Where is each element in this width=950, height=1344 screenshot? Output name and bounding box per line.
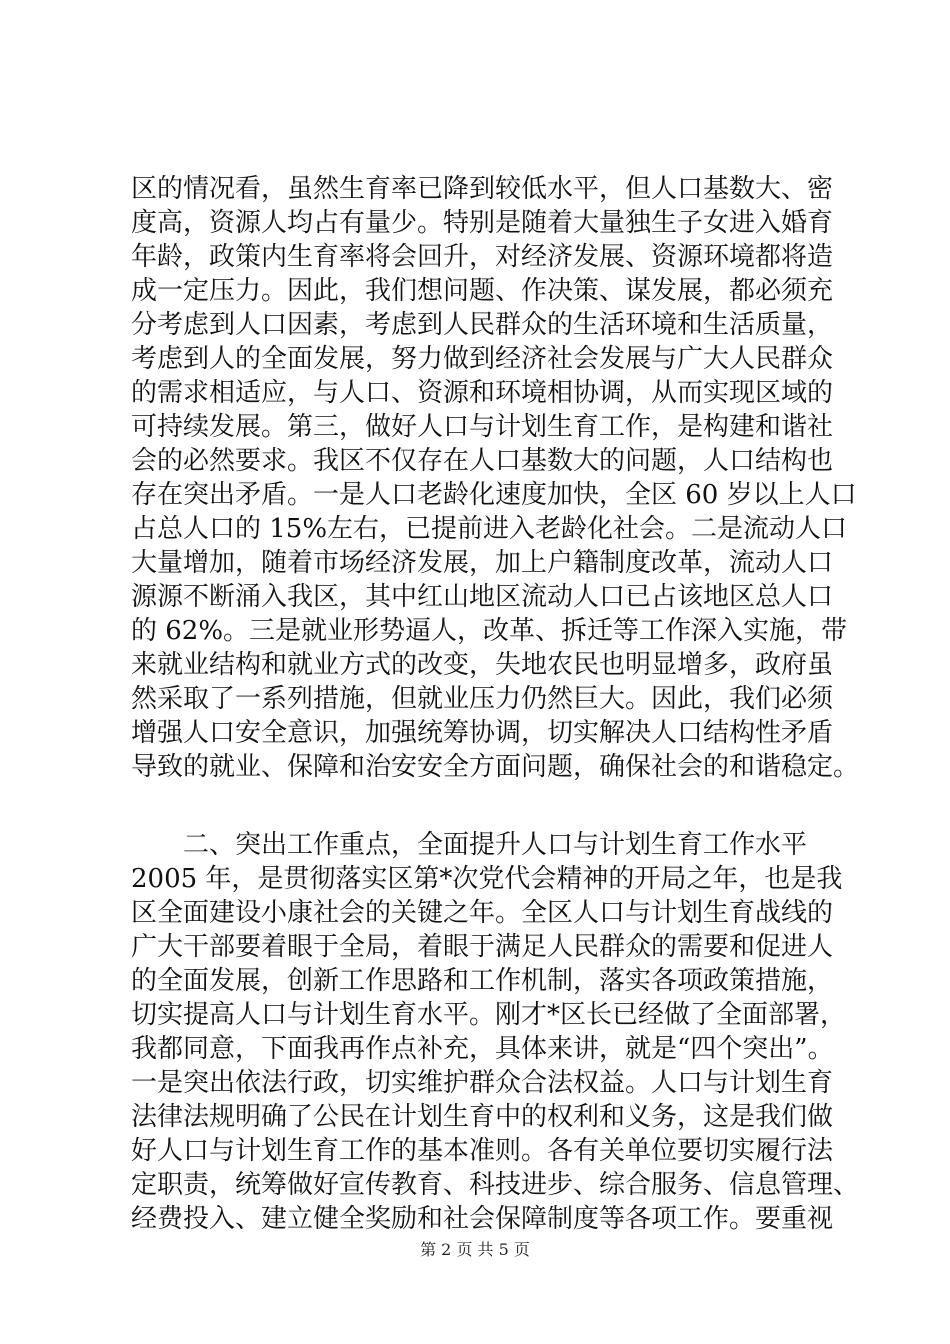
body-line: 考虑到人的全面发展，努力做到经济社会发展与广大人民群众 [131, 344, 834, 374]
body-line: 分考虑到人口因素，考虑到人民群众的生活环境和生活质量， [131, 310, 834, 340]
body-line: 法律法规明确了公民在计划生育中的权利和义务，这是我们做 [131, 1102, 834, 1132]
body-line: 来就业结构和就业方式的改变，失地农民也明显增多，政府虽 [131, 650, 834, 680]
body-line: 一是突出依法行政，切实维护群众合法权益。人口与计划生育 [131, 1068, 834, 1098]
section-heading: 二、突出工作重点，全面提升人口与计划生育工作水平 [131, 830, 808, 860]
body-line: 我都同意，下面我再作点补充，具体来讲，就是“四个突出”。 [131, 1034, 834, 1064]
body-line: 定职责，统筹做好宣传教育、科技进步、综合服务、信息管理、 [131, 1170, 860, 1200]
body-line: 的需求相适应，与人口、资源和环境相协调，从而实现区域的 [131, 378, 834, 408]
body-line: 的 62%。三是就业形势逼人，改革、拆迁等工作深入实施，带 [131, 616, 848, 646]
body-line: 存在突出矛盾。一是人口老龄化速度加快，全区 60 岁以上人口 [131, 480, 857, 510]
body-line: 会的必然要求。我区不仅存在人口基数大的问题，人口结构也 [131, 446, 834, 476]
body-line: 区的情况看，虽然生育率已降到较低水平，但人口基数大、密 [131, 174, 834, 204]
body-line: 的全面发展，创新工作思路和工作机制，落实各项政策措施， [131, 966, 834, 996]
body-line: 切实提高人口与计划生育水平。刚才*区长已经做了全面部署， [131, 1000, 847, 1030]
body-line: 2005 年，是贯彻落实区第*次党代会精神的开局之年，也是我 [131, 864, 843, 894]
body-line: 增强人口安全意识，加强统筹协调，切实解决人口结构性矛盾 [131, 718, 834, 748]
body-line: 然采取了一系列措施，但就业压力仍然巨大。因此，我们必须 [131, 684, 834, 714]
body-line: 度高，资源人均占有量少。特别是随着大量独生子女进入婚育 [131, 208, 834, 238]
body-line: 成一定压力。因此，我们想问题、作决策、谋发展，都必须充 [131, 276, 834, 306]
body-line: 大量增加，随着市场经济发展，加上户籍制度改革，流动人口 [131, 548, 834, 578]
body-line: 年龄，政策内生育率将会回升，对经济发展、资源环境都将造 [131, 242, 834, 272]
body-line: 广大干部要着眼于全局，着眼于满足人民群众的需要和促进人 [131, 932, 834, 962]
body-line: 占总人口的 15%左右，已提前进入老龄化社会。二是流动人口 [131, 514, 848, 544]
body-line: 源源不断涌入我区，其中红山地区流动人口已占该地区总人口 [131, 582, 834, 612]
body-line: 经费投入、建立健全奖励和社会保障制度等各项工作。要重视 [131, 1204, 834, 1234]
body-line: 可持续发展。第三，做好人口与计划生育工作，是构建和谐社 [131, 412, 834, 442]
body-line: 导致的就业、保障和治安安全方面问题，确保社会的和谐稳定。 [131, 752, 860, 782]
body-line: 区全面建设小康社会的关键之年。全区人口与计划生育战线的 [131, 898, 834, 928]
page-footer: 第 2 页 共 5 页 [420, 1240, 530, 1259]
body-line: 好人口与计划生育工作的基本准则。各有关单位要切实履行法 [131, 1136, 834, 1166]
